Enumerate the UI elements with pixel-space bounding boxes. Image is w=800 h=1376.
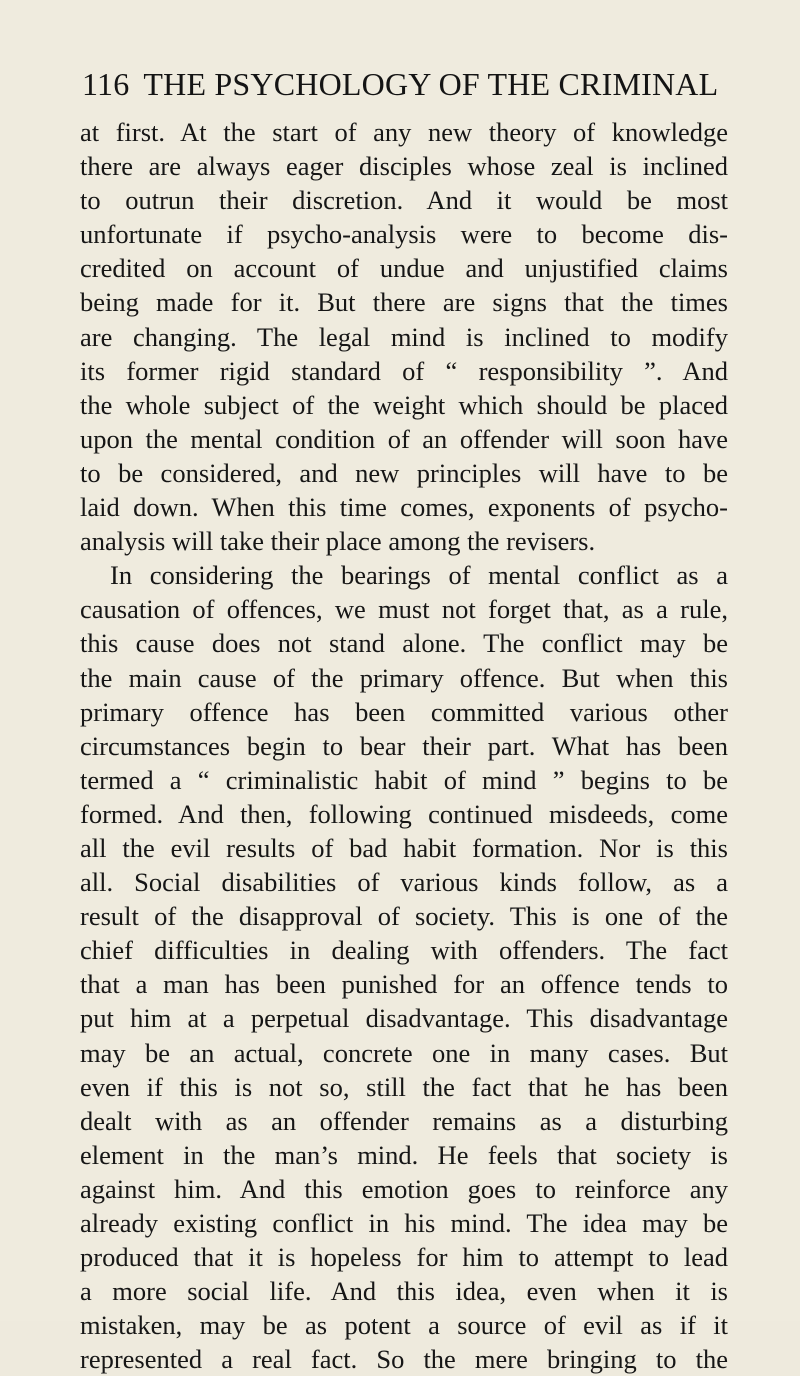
text-line: produced that it is hopeless for him to attempt to lead (80, 1242, 728, 1273)
text-line: put him at a perpetual disadvantage. This disadvantage (80, 1003, 728, 1034)
text-line: represented a real fact. So the mere bringing to the (80, 1344, 728, 1375)
text-line: the main cause of the primary offence. But when this (80, 662, 728, 693)
running-head (82, 64, 727, 104)
body-text (80, 115, 728, 1376)
text-line: even if this is not so, still the fact that he has been (80, 1071, 728, 1102)
text-line: result of the disapproval of society. This is one of the (80, 901, 728, 932)
text-line: chief difficulties in dealing with offenders. The fact (80, 935, 728, 966)
text-line: upon the mental condition of an offender will soon have (80, 423, 728, 454)
text-line: causation of offences, we must not forget that, as a rule, (80, 594, 728, 625)
text-line: already existing conflict in his mind. The idea may be (80, 1208, 728, 1238)
text-line: laid down. When this time comes, exponents of psycho- (80, 492, 728, 523)
text-line: its former rigid standard of “ responsibility ”. And (80, 355, 728, 386)
text-line: In considering the bearings of mental conflict as a (110, 560, 728, 591)
text-line: a more social life. And this idea, even when it is (80, 1276, 728, 1307)
text-line: credited on account of undue and unjustified claims (80, 253, 728, 284)
text-line: analysis will take their place among the revisers. (80, 526, 596, 557)
text-line: mistaken, may be as potent a source of evil as if it (80, 1310, 728, 1341)
text-line: element in the man’s mind. He feels that society is (80, 1139, 728, 1170)
text-line: against him. And this emotion goes to reinforce any (80, 1173, 728, 1204)
page-number: 116 (82, 66, 130, 102)
text-line: all the evil results of bad habit formation. Nor is this (80, 832, 728, 863)
text-line: that a man has been punished for an offence tends to (80, 969, 728, 1000)
text-line: the whole subject of the weight which should be placed (80, 389, 728, 420)
text-line: being made for it. But there are signs that the times (80, 287, 728, 318)
text-line: at first. At the start of any new theory of knowledge (80, 117, 728, 147)
text-line: to outrun their discretion. And it would be most (80, 185, 728, 216)
text-line: formed. And then, following continued misdeeds, come (80, 798, 728, 829)
running-title: THE PSYCHOLOGY OF THE CRIMINAL (143, 66, 719, 102)
text-line: there are always eager disciples whose zeal is inclined (80, 151, 728, 182)
text-line: dealt with as an offender remains as a disturbing (80, 1105, 728, 1136)
text-line: unfortunate if psycho-analysis were to become dis- (80, 219, 728, 250)
text-line: primary offence has been committed various other (80, 696, 728, 727)
text-line: termed a “ criminalistic habit of mind ” begins to be (80, 764, 728, 795)
text-line: are changing. The legal mind is inclined to modify (80, 321, 728, 352)
text-line: circumstances begin to bear their part. What has been (80, 730, 728, 761)
text-line: may be an actual, concrete one in many cases. But (80, 1037, 728, 1068)
text-line: this cause does not stand alone. The conflict may be (80, 628, 728, 659)
text-line: all. Social disabilities of various kinds follow, as a (80, 867, 728, 898)
text-line: to be considered, and new principles will have to be (80, 457, 728, 488)
